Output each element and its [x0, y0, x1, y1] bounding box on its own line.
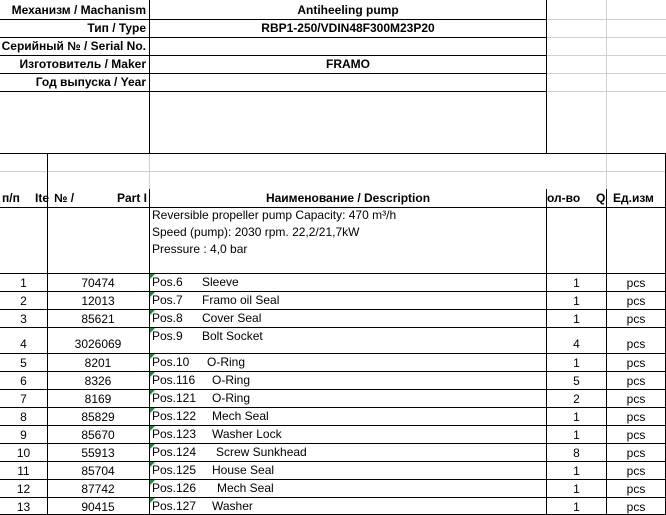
quantity: 1: [573, 482, 580, 496]
position: Pos.124: [152, 445, 197, 459]
unit: pcs: [626, 464, 646, 478]
col-unit: Ед.изм: [613, 191, 654, 205]
comment-marker-icon: [150, 328, 155, 333]
unit: pcs: [626, 356, 646, 370]
part-number: 85829: [81, 410, 115, 424]
unit: pcs: [626, 392, 646, 406]
quantity: 1: [573, 312, 580, 326]
description: O-Ring: [207, 355, 246, 369]
part-number: 70474: [81, 276, 115, 290]
description: Washer: [212, 499, 253, 513]
col-q: Q: [596, 191, 606, 205]
description: Mech Seal: [217, 481, 274, 495]
row-number: 6: [20, 374, 27, 388]
quantity: 1: [573, 294, 580, 308]
part-number: 8201: [84, 356, 112, 370]
unit: pcs: [626, 337, 646, 351]
comment-marker-icon: [150, 408, 155, 413]
position: Pos.123: [152, 427, 197, 441]
quantity: 4: [573, 337, 580, 351]
col-num: п/п: [2, 191, 20, 205]
quantity: 1: [573, 276, 580, 290]
quantity: 1: [573, 464, 580, 478]
quantity: 5: [573, 374, 580, 388]
part-number: 85621: [81, 312, 115, 326]
type-value: RBP1-250/VDIN48F300M23P20: [261, 21, 435, 35]
position: Pos.6: [152, 275, 183, 289]
quantity: 2: [573, 392, 580, 406]
row-number: 1: [20, 276, 27, 290]
quantity: 1: [573, 410, 580, 424]
row-number: 10: [16, 446, 31, 460]
row-number: 12: [16, 482, 31, 496]
description: O-Ring: [212, 373, 251, 387]
part-number: 8169: [84, 392, 112, 406]
description-line: Reversible propeller pump Capacity: 470 m³/h: [152, 208, 397, 222]
unit: pcs: [626, 500, 646, 514]
row-number: 7: [20, 392, 27, 406]
description: Sleeve: [202, 275, 239, 289]
part-number: 3026069: [74, 337, 122, 351]
position: Pos.125: [152, 463, 197, 477]
quantity: 1: [573, 356, 580, 370]
quantity: 1: [573, 500, 580, 514]
col-qty: ол-во: [547, 191, 581, 205]
position: Pos.122: [152, 409, 197, 423]
unit: pcs: [626, 312, 646, 326]
part-number: 85704: [81, 464, 115, 478]
position: Pos.9: [152, 329, 183, 343]
description: Washer Lock: [212, 427, 282, 441]
unit: pcs: [626, 428, 646, 442]
row-number: 13: [16, 500, 31, 514]
mechanism-label: Механизм / Machanism: [11, 3, 146, 17]
col-item: Ite: [35, 191, 50, 205]
comment-marker-icon: [150, 354, 155, 359]
maker-value: FRAMO: [326, 57, 370, 71]
position: Pos.126: [152, 481, 197, 495]
description: Bolt Socket: [202, 329, 263, 343]
row-number: 2: [20, 294, 27, 308]
position: Pos.121: [152, 391, 197, 405]
description: Screw Sunkhead: [216, 445, 307, 459]
description-line: Pressure : 4,0 bar: [152, 242, 248, 256]
description: Framo oil Seal: [202, 293, 280, 307]
comment-marker-icon: [150, 480, 155, 485]
part-number: 85670: [81, 428, 115, 442]
position: Pos.127: [152, 499, 197, 513]
description-line: Speed (pump): 2030 rpm. 22,2/21,7kW: [152, 225, 360, 239]
position: Pos.7: [152, 293, 183, 307]
unit: pcs: [626, 410, 646, 424]
row-number: 9: [20, 428, 27, 442]
part-number: 12013: [81, 294, 115, 308]
quantity: 8: [573, 446, 580, 460]
comment-marker-icon: [150, 462, 155, 467]
description: O-Ring: [212, 391, 251, 405]
description: House Seal: [212, 463, 275, 477]
description: Mech Seal: [212, 409, 269, 423]
description: Cover Seal: [202, 311, 262, 325]
comment-marker-icon: [150, 310, 155, 315]
part-number: 90415: [81, 500, 115, 514]
unit: pcs: [626, 374, 646, 388]
unit: pcs: [626, 294, 646, 308]
col-no: № /: [54, 191, 75, 205]
comment-marker-icon: [150, 426, 155, 431]
row-number: 3: [20, 312, 27, 326]
col-description: Наименование / Description: [265, 191, 431, 205]
position: Pos.8: [152, 311, 183, 325]
unit: pcs: [626, 482, 646, 496]
comment-marker-icon: [150, 372, 155, 377]
unit: pcs: [626, 446, 646, 460]
position: Pos.10: [152, 355, 190, 369]
position: Pos.116: [152, 373, 196, 387]
part-number: 87742: [81, 482, 115, 496]
comment-marker-icon: [150, 292, 155, 297]
col-part: Part I: [117, 191, 148, 205]
row-number: 5: [20, 356, 27, 370]
serial-label: Серийный № / Serial No.: [1, 39, 146, 53]
type-label: Тип / Type: [87, 21, 146, 35]
comment-marker-icon: [150, 274, 155, 279]
part-number: 8326: [84, 374, 112, 388]
part-number: 55913: [81, 446, 115, 460]
unit: pcs: [626, 276, 646, 290]
comment-marker-icon: [150, 444, 155, 449]
mechanism-value: Antiheeling pump: [297, 3, 399, 17]
row-number: 11: [17, 464, 30, 478]
row-number: 4: [20, 337, 27, 351]
maker-label: Изготовитель / Maker: [19, 57, 146, 71]
year-label: Год выпуска / Year: [35, 75, 146, 89]
quantity: 1: [573, 428, 580, 442]
comment-marker-icon: [150, 390, 155, 395]
comment-marker-icon: [150, 498, 155, 503]
row-number: 8: [20, 410, 27, 424]
